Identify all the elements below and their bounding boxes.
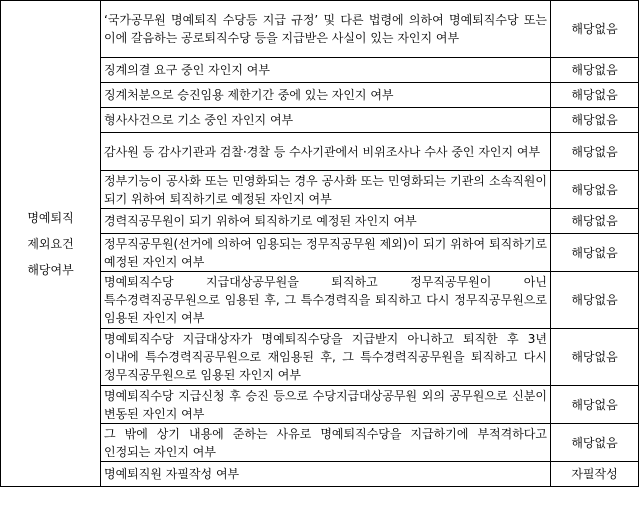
condition-text: 명예퇴직수당 지급대상공무원을 퇴직하고 정무직공무원이 아닌 특수경력직공무원으로 임용된 후, 그 특수경력직을 퇴직하고 다시 정무직공무원으로 임용된 자인지 여부 bbox=[101, 272, 551, 329]
category-label-cell bbox=[1, 1, 101, 487]
result-value: 해당없음 bbox=[551, 171, 639, 209]
category-label-line: 제외요건 bbox=[27, 236, 74, 251]
condition-text: 그 밖에 상기 내용에 준하는 사유로 명예퇴직수당을 지급하기에 부적격하다고 인정되는 자인지 여부 bbox=[101, 424, 551, 462]
condition-text: ‘국가공무원 명예퇴직 수당등 지급 규정’ 및 다른 법령에 의하여 명예퇴직수당 또는 이에 갈음하는 공로퇴직수당 등을 지급받은 사실이 있는 자인지 여부 bbox=[101, 1, 551, 58]
condition-text: 명예퇴직수당 지급대상자가 명예퇴직수당을 지급받지 아니하고 퇴직한 후 3년 이내에 특수경력직공무원으로 재임용된 후, 그 특수경력직공무원을 퇴직하고 다시 정무직공무원으로 임용된 자인지 여부 bbox=[101, 329, 551, 386]
result-value: 해당없음 bbox=[551, 386, 639, 424]
table-row bbox=[1, 1, 639, 58]
condition-text: 징계의결 요구 중인 자인지 여부 bbox=[101, 58, 551, 83]
result-value: 해당없음 bbox=[551, 209, 639, 234]
category-label-line: 명예퇴직 bbox=[27, 210, 74, 225]
result-value: 해당없음 bbox=[551, 58, 639, 83]
result-value: 해당없음 bbox=[551, 424, 639, 462]
condition-text: 경력직공무원이 되기 위하여 퇴직하기로 예정된 자인지 여부 bbox=[101, 209, 551, 234]
condition-text: 감사원 등 감사기관과 검찰·경찰 등 수사기관에서 비위조사나 수사 중인 자인지 여부 bbox=[101, 133, 551, 171]
result-value: 해당없음 bbox=[551, 234, 639, 272]
condition-text: 명예퇴직수당 지급신청 후 승진 등으로 수당지급대상공무원 외의 공무원으로 신분이 변동된 자인지 여부 bbox=[101, 386, 551, 424]
result-value: 해당없음 bbox=[551, 83, 639, 108]
result-value: 해당없음 bbox=[551, 272, 639, 329]
condition-text: 정무직공무원(선거에 의하여 임용되는 정무직공무원 제외)이 되기 위하여 퇴직하기로 예정된 자인지 여부 bbox=[101, 234, 551, 272]
condition-text: 징계처분으로 승진임용 제한기간 중에 있는 자인지 여부 bbox=[101, 83, 551, 108]
result-value: 해당없음 bbox=[551, 133, 639, 171]
result-value: 해당없음 bbox=[551, 329, 639, 386]
result-value: 자필작성 bbox=[551, 462, 639, 487]
result-value: 해당없음 bbox=[551, 108, 639, 133]
condition-text: 정부기능이 공사화 또는 민영화되는 경우 공사화 또는 민영화되는 기관의 소속직원이 되기 위하여 퇴직하기로 예정된 자인지 여부 bbox=[101, 171, 551, 209]
condition-text: 형사사건으로 기소 중인 자인지 여부 bbox=[101, 108, 551, 133]
category-label-line: 해당여부 bbox=[27, 262, 74, 277]
condition-text: 명예퇴직원 자필작성 여부 bbox=[101, 462, 551, 487]
result-value: 해당없음 bbox=[551, 1, 639, 58]
